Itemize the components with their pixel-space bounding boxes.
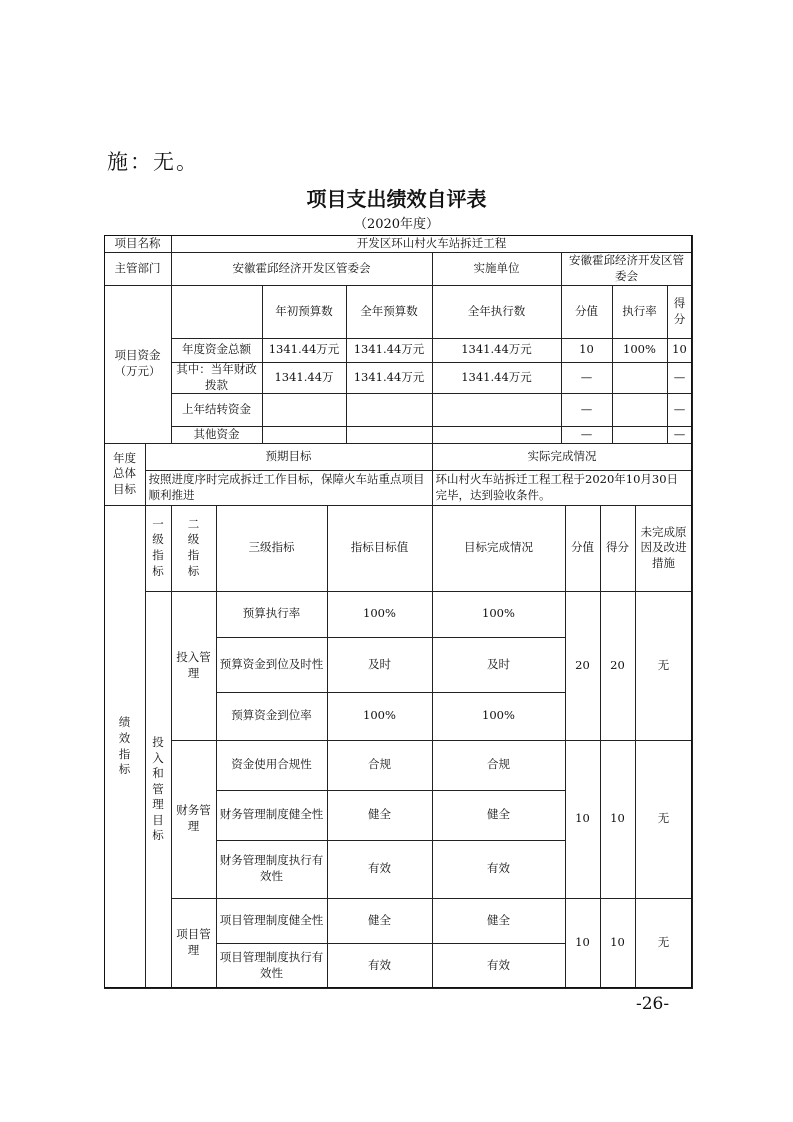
- group-score-value-text: 10: [575, 811, 590, 826]
- level2-indicator-text: 投入管理: [176, 649, 211, 680]
- indicator-target-text: 有效: [368, 957, 391, 972]
- group-score-value-text: 20: [575, 657, 590, 672]
- funds-cell-rate: [612, 338, 668, 363]
- funds-cell-initial: [262, 338, 347, 363]
- impl: [561, 252, 693, 286]
- project-name-label-text: 项目名称: [114, 235, 161, 250]
- funds-header-text: 全年预算数: [360, 303, 418, 318]
- funds-cell-score_value: [561, 362, 613, 394]
- indicator-target: [327, 740, 433, 791]
- group-score: [600, 740, 636, 899]
- indicator-actual: [432, 943, 566, 989]
- level1-indicator: [145, 591, 172, 989]
- goal-expected: [145, 470, 433, 506]
- funds-cell-score_value-text: —: [580, 369, 593, 384]
- funds-cell-rate: [612, 393, 668, 427]
- funds-header: [667, 285, 693, 339]
- indicator-actual-text: 100%: [482, 708, 515, 723]
- goal-actual: [432, 470, 693, 506]
- indicator-actual: [432, 790, 566, 841]
- group-score-text: 20: [610, 657, 625, 672]
- perf-header-text: 目标完成情况: [464, 540, 533, 555]
- funds-cell-score-text: 10: [672, 342, 687, 357]
- level3-indicator-text: 财务管理制度健全性: [219, 807, 324, 822]
- group-score-value: [565, 591, 601, 741]
- funds-cell-initial: [262, 362, 347, 394]
- funds-header-text: 全年执行数: [467, 303, 526, 318]
- level3-indicator-text: 项目管理制度健全性: [219, 912, 324, 927]
- project-name-text: 开发区环山村火车站拆迁工程: [356, 235, 507, 250]
- funds-cell-initial: [262, 426, 347, 444]
- indicator-actual: [432, 692, 566, 741]
- funds-cell-executed-text: 1341.44万元: [461, 369, 532, 384]
- goal-label: [104, 443, 146, 506]
- impl-label-text: 实施单位: [473, 260, 520, 275]
- perf-header: [432, 505, 566, 592]
- group-reason: [635, 591, 693, 741]
- dept-label-text: 主管部门: [114, 260, 161, 275]
- funds-cell-full: [346, 426, 433, 444]
- level3-indicator: [216, 840, 328, 899]
- level3-indicator-text: 预算资金到位及时性: [219, 656, 324, 671]
- indicator-actual-text: 及时: [487, 656, 510, 671]
- indicator-target-text: 健全: [368, 807, 391, 822]
- perf-header-text: 分值: [571, 540, 594, 555]
- level3-indicator: [216, 591, 328, 638]
- funds-cell-score_value-text: —: [580, 426, 593, 441]
- level3-indicator: [216, 943, 328, 989]
- funds-cell-full-text: 1341.44万元: [353, 369, 425, 384]
- group-score-value: [565, 898, 601, 989]
- indicator-actual-text: 有效: [487, 861, 510, 876]
- group-reason: [635, 740, 693, 899]
- funds-cell-full: [346, 338, 433, 363]
- level3-indicator-text: 预算资金到位率: [231, 708, 312, 723]
- perf-header-text: 指标目标值: [350, 540, 409, 555]
- funds-cell-score_value: [561, 338, 613, 363]
- lead-text: 施：无。: [107, 150, 199, 174]
- indicator-target-text: 有效: [368, 861, 391, 876]
- funds-header-text: 分值: [575, 303, 598, 318]
- funds-header: [612, 285, 668, 339]
- indicator-actual-text: 有效: [487, 957, 510, 972]
- level3-indicator: [216, 692, 328, 741]
- goal-expected-label: [145, 443, 433, 471]
- funds-cell-executed: [432, 393, 562, 427]
- level1-indicator-text: 投入和管理目标: [152, 735, 164, 843]
- goal-expected-label-text: 预期目标: [265, 448, 312, 463]
- goal-expected-text: 按照进度序时完成拆迁工作目标，保障火车站重点项目顺利推进: [148, 471, 425, 502]
- funds-header-blank: [171, 285, 263, 339]
- funds-cell-full: [346, 362, 433, 394]
- funds-cell-label-text: 上年结转资金: [182, 401, 251, 416]
- level3-indicator: [216, 740, 328, 791]
- funds-header-text: 得分: [673, 295, 686, 326]
- indicator-target: [327, 591, 433, 638]
- funds-header: [432, 285, 562, 339]
- indicator-actual: [432, 840, 566, 899]
- level3-indicator: [216, 898, 328, 944]
- indicator-actual-text: 健全: [487, 807, 510, 822]
- funds-header-text: 年初预算数: [275, 303, 333, 318]
- perf-header-text: 一级指标: [152, 516, 164, 578]
- funds-header-text: 执行率: [622, 303, 657, 318]
- indicator-target: [327, 692, 433, 741]
- indicator-actual: [432, 740, 566, 791]
- indicator-target-text: 100%: [363, 606, 396, 621]
- funds-cell-label-text: 其他资金: [193, 426, 240, 441]
- perf-header: [327, 505, 433, 592]
- funds-cell-label-text: 年度资金总额: [182, 342, 251, 357]
- funds-cell-score-text: —: [673, 426, 686, 441]
- impl-text: 安徽霍邱经济开发区管委会: [569, 252, 684, 283]
- funds-cell-label: [171, 338, 263, 363]
- funds-cell-rate: [612, 362, 668, 394]
- funds-cell-score: [667, 426, 693, 444]
- impl-label: [432, 252, 562, 286]
- indicator-actual: [432, 591, 566, 638]
- funds-cell-label-text: 其中：当年财政拨款: [176, 361, 257, 392]
- level3-indicator: [216, 637, 328, 693]
- perf-header: [635, 505, 693, 592]
- level3-indicator-text: 预算执行率: [242, 606, 301, 621]
- funds-cell-rate-text: 100%: [623, 342, 656, 357]
- perf-label: [104, 505, 146, 989]
- level3-indicator: [216, 790, 328, 841]
- funds-cell-score_value: [561, 393, 613, 427]
- goal-actual-label: [432, 443, 693, 471]
- indicator-actual-text: 合规: [487, 757, 510, 772]
- funds-cell-score: [667, 338, 693, 363]
- group-score-value: [565, 740, 601, 899]
- funds-cell-initial-text: 1341.44万元: [268, 342, 340, 357]
- funds-cell-executed: [432, 362, 562, 394]
- funds-cell-initial: [262, 393, 347, 427]
- funds-cell-rate: [612, 426, 668, 444]
- group-score: [600, 591, 636, 741]
- funds-header: [346, 285, 433, 339]
- funds-cell-label: [171, 362, 263, 394]
- funds-cell-initial-text: 1341.44万: [274, 369, 334, 384]
- funds-cell-score: [667, 393, 693, 427]
- perf-header-text: 二级指标: [187, 516, 200, 578]
- perf-header: [216, 505, 328, 592]
- indicator-target: [327, 790, 433, 841]
- perf-header-text: 未完成原因及改进措施: [640, 524, 687, 570]
- perf-header-text: 三级指标: [248, 540, 295, 555]
- level2-indicator-text: 项目管理: [176, 927, 211, 957]
- group-reason: [635, 898, 693, 989]
- page-title: 项目支出绩效自评表: [306, 187, 487, 211]
- level3-indicator-text: 财务管理制度执行有效性: [219, 853, 324, 883]
- indicator-target: [327, 637, 433, 693]
- funds-label: [104, 285, 172, 444]
- indicator-target-text: 及时: [368, 656, 391, 671]
- dept-label: [104, 252, 172, 286]
- funds-cell-full-text: 1341.44万元: [353, 342, 425, 357]
- group-reason-text: 无: [657, 935, 670, 950]
- perf-header-text: 得分: [606, 540, 629, 555]
- project-name: [171, 235, 693, 253]
- indicator-target: [327, 943, 433, 989]
- perf-label-text: 绩效指标: [118, 715, 131, 777]
- indicator-actual-text: 100%: [482, 606, 515, 621]
- funds-cell-score_value: [561, 426, 613, 444]
- funds-cell-score_value-text: —: [580, 401, 593, 416]
- level3-indicator-text: 资金使用合规性: [231, 757, 312, 772]
- indicator-target-text: 健全: [368, 912, 391, 927]
- page-number: -26-: [636, 994, 670, 1014]
- funds-header: [262, 285, 347, 339]
- indicator-target-text: 100%: [363, 708, 396, 723]
- funds-cell-full: [346, 393, 433, 427]
- level2-indicator: [171, 591, 217, 741]
- group-score: [600, 898, 636, 989]
- funds-cell-executed-text: 1341.44万元: [461, 342, 532, 357]
- funds-cell-label: [171, 426, 263, 444]
- funds-cell-score: [667, 362, 693, 394]
- level3-indicator-text: 项目管理制度执行有效性: [219, 949, 324, 980]
- funds-cell-label: [171, 393, 263, 427]
- funds-header: [561, 285, 613, 339]
- group-reason-text: 无: [657, 811, 670, 826]
- group-score-value-text: 10: [575, 935, 590, 950]
- perf-header: [600, 505, 636, 592]
- goal-actual-label-text: 实际完成情况: [527, 448, 597, 463]
- group-score-text: 10: [610, 935, 625, 950]
- dept-text: 安徽霍邱经济开发区管委会: [232, 260, 371, 275]
- indicator-actual-text: 健全: [487, 912, 510, 927]
- level2-indicator-text: 财务管理: [176, 803, 211, 833]
- project-name-label: [104, 235, 172, 253]
- goal-actual-text: 环山村火车站拆迁工程工程于2020年10月30日完毕，达到验收条件。: [435, 471, 679, 502]
- perf-header: [565, 505, 601, 592]
- funds-label-text: 项目资金（万元）: [114, 348, 161, 378]
- level2-indicator: [171, 898, 217, 989]
- funds-cell-executed: [432, 426, 562, 444]
- level2-indicator: [171, 740, 217, 899]
- group-reason-text: 无: [657, 657, 670, 672]
- funds-cell-score_value-text: 10: [579, 342, 594, 357]
- group-score-text: 10: [610, 811, 625, 826]
- goal-label-text: 年度总体目标: [113, 450, 136, 496]
- indicator-actual: [432, 898, 566, 944]
- dept: [171, 252, 433, 286]
- indicator-actual: [432, 637, 566, 693]
- funds-cell-score-text: —: [673, 369, 686, 384]
- indicator-target-text: 合规: [368, 757, 391, 772]
- perf-header: [171, 505, 217, 592]
- funds-cell-executed: [432, 338, 562, 363]
- indicator-target: [327, 840, 433, 899]
- funds-cell-score-text: —: [673, 401, 686, 416]
- perf-header: [145, 505, 172, 592]
- year-subtitle: （2020年度）: [353, 217, 440, 232]
- indicator-target: [327, 898, 433, 944]
